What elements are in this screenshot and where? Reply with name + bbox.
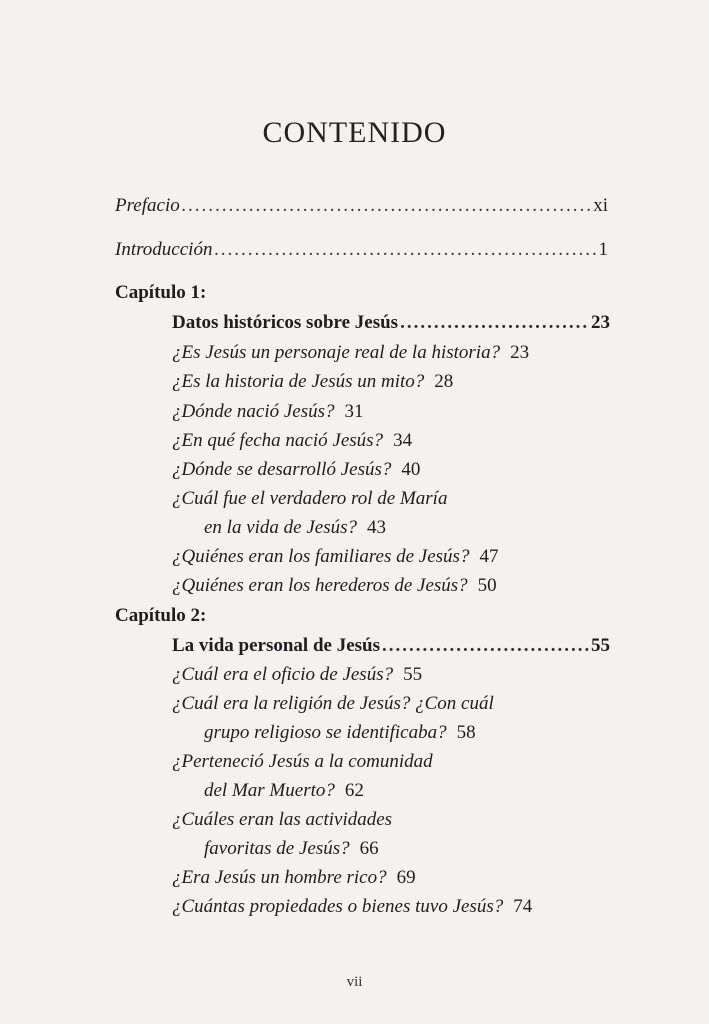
toc-subentry: [172, 546, 498, 568]
subentry-text: favoritas de Jesús?: [204, 838, 350, 859]
subentry-page: 55: [403, 664, 423, 685]
toc-subentry: [172, 342, 529, 364]
chapter-title-entry: [172, 312, 610, 334]
toc-subentry: [172, 371, 453, 393]
toc-subentry: [172, 488, 447, 510]
toc-subentry: [172, 751, 433, 773]
toc-subentry: [172, 809, 392, 831]
subentry-page: 47: [479, 546, 499, 567]
subentry-text: ¿En qué fecha nació Jesús?: [172, 430, 384, 451]
subentry-text: del Mar Muerto?: [204, 780, 335, 801]
subentry-text: ¿Cuál era la religión de Jesús? ¿Con cuál: [172, 693, 494, 714]
toc-subentry: [172, 867, 416, 889]
subentry-page: 23: [510, 342, 530, 363]
toc-entry-label: Introducción: [115, 239, 213, 260]
toc-subentry-continuation: [204, 838, 379, 860]
subentry-text: ¿Dónde nació Jesús?: [172, 401, 335, 422]
chapter-heading: Capítulo 1:: [115, 282, 207, 303]
subentry-page: 74: [513, 896, 533, 917]
toc-entry-label: Prefacio: [115, 195, 180, 216]
chapter-title: La vida personal de Jesús: [172, 635, 380, 656]
toc-subentry-continuation: [204, 517, 386, 539]
toc-subentry-continuation: [204, 722, 476, 744]
subentry-page: 58: [456, 722, 476, 743]
subentry-text: ¿Dónde se desarrolló Jesús?: [172, 459, 392, 480]
toc-subentry: [172, 693, 494, 715]
subentry-text: ¿Es Jesús un personaje real de la historia?: [172, 342, 501, 363]
subentry-page: 40: [401, 459, 421, 480]
toc-entry-page: xi: [593, 195, 608, 216]
subentry-text: ¿Quiénes eran los herederos de Jesús?: [172, 575, 468, 596]
subentry-text: ¿Cuántas propiedades o bienes tuvo Jesús?: [172, 896, 504, 917]
dot-leader: [400, 312, 589, 334]
subentry-page: 66: [359, 838, 379, 859]
subentry-page: 34: [393, 430, 413, 451]
subentry-page: 31: [344, 401, 364, 422]
toc-subentry: [172, 430, 412, 452]
toc-subentry: [172, 896, 532, 918]
dot-leader: [214, 239, 596, 261]
toc-subentry: [172, 459, 420, 481]
dot-leader: [182, 195, 592, 217]
chapter-title: Datos históricos sobre Jesús: [172, 312, 399, 333]
toc-entry-page: 1: [598, 239, 608, 260]
page-title: CONTENIDO: [262, 116, 447, 149]
toc-subentry: [172, 664, 422, 686]
toc-subentry-continuation: [204, 780, 364, 802]
toc-subentry: [172, 575, 497, 597]
subentry-text: en la vida de Jesús?: [204, 517, 358, 538]
subentry-page: 43: [367, 517, 387, 538]
dot-leader: [382, 635, 589, 657]
subentry-text: ¿Cuáles eran las actividades: [172, 809, 393, 830]
chapter-page: 55: [591, 635, 610, 656]
subentry-text: ¿Cuál era el oficio de Jesús?: [172, 664, 394, 685]
subentry-page: 50: [477, 575, 497, 596]
subentry-text: ¿Es la historia de Jesús un mito?: [172, 371, 425, 392]
toc-entry-prefacio: [115, 195, 608, 217]
subentry-page: 69: [396, 867, 416, 888]
chapter-page: 23: [591, 312, 610, 333]
subentry-text: ¿Era Jesús un hombre rico?: [172, 867, 387, 888]
subentry-text: ¿Cuál fue el verdadero rol de María: [172, 488, 448, 509]
subentry-page: 28: [434, 371, 454, 392]
subentry-text: ¿Quiénes eran los familiares de Jesús?: [172, 546, 470, 567]
subentry-page: 62: [344, 780, 364, 801]
chapter-title-entry: [172, 635, 610, 657]
subentry-text: ¿Perteneció Jesús a la comunidad: [172, 751, 433, 772]
page-number: vii: [346, 974, 363, 990]
toc-entry-introduccion: [115, 239, 608, 261]
subentry-text: grupo religioso se identificaba?: [204, 722, 447, 743]
toc-subentry: [172, 401, 364, 423]
chapter-heading: Capítulo 2:: [115, 605, 207, 626]
